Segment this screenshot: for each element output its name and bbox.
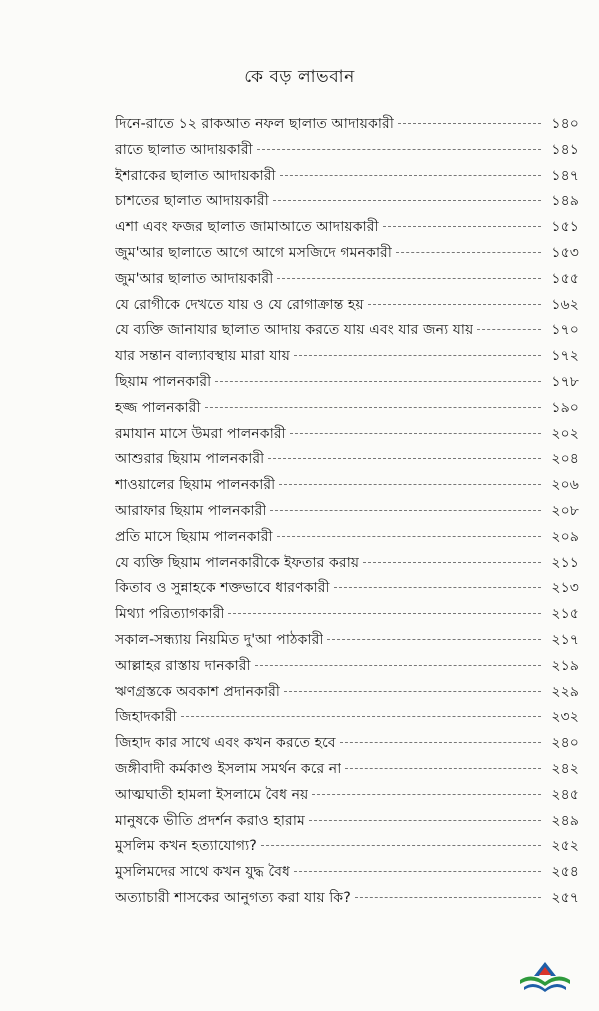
- toc-entry-page: ২২৯: [551, 683, 579, 700]
- toc-entry: [115, 215, 579, 241]
- toc-entry: [115, 757, 579, 783]
- toc-entry: [115, 241, 579, 267]
- toc-entry: [115, 576, 579, 602]
- toc-leader-dots: [277, 536, 541, 537]
- toc-leader-dots: [363, 562, 541, 563]
- toc-entry-title: ঋণগ্রস্তকে অবকাশ প্রদানকারী: [115, 683, 280, 700]
- toc-entry: [115, 525, 579, 551]
- toc-leader-dots: [277, 278, 541, 279]
- toc-entry-title: আরাফার ছিয়াম পালনকারী: [115, 502, 267, 519]
- toc-entry-page: ১৫৩: [551, 244, 579, 261]
- toc-entry-page: ১৯০: [551, 399, 579, 416]
- toc-entry-title: দিনে-রাতে ১২ রাকআত নফল ছালাত আদায়কারী: [115, 116, 394, 132]
- toc-entry: [115, 318, 579, 344]
- toc-leader-dots: [261, 845, 541, 846]
- toc-entry: [115, 138, 579, 164]
- toc-entry: [115, 680, 579, 706]
- toc-leader-dots: [181, 716, 541, 717]
- toc-entry-page: ২৪০: [551, 735, 579, 752]
- toc-list: [115, 112, 579, 912]
- toc-entry-page: ১৪৭: [551, 167, 579, 184]
- toc-leader-dots: [312, 794, 541, 795]
- toc-leader-dots: [334, 587, 541, 588]
- toc-leader-dots: [255, 665, 541, 666]
- toc-entry: [115, 705, 579, 731]
- toc-leader-dots: [294, 355, 541, 356]
- toc-leader-dots: [368, 304, 541, 305]
- toc-entry: [115, 164, 579, 190]
- toc-entry-title: চাশতের ছালাত আদায়কারী: [115, 193, 269, 210]
- toc-entry: [115, 731, 579, 757]
- toc-entry-page: ২৪৫: [551, 786, 579, 803]
- toc-entry-title: যে রোগীকে দেখতে যায় ও যে রোগাক্রান্ত হয়: [115, 296, 364, 313]
- toc-entry-page: ১৪৯: [551, 193, 579, 210]
- toc-leader-dots: [398, 123, 541, 124]
- toc-entry-page: ১৪০: [551, 116, 579, 132]
- toc-entry: [115, 628, 579, 654]
- toc-entry: [115, 860, 579, 886]
- toc-entry-page: ২১৯: [551, 657, 579, 674]
- page-title: কে বড় লাভবান: [244, 67, 355, 87]
- toc-entry: [115, 422, 579, 448]
- toc-entry-title: অত্যাচারী শাসকের আনুগত্য করা যায় কি?: [115, 889, 351, 906]
- toc-entry-page: ১৭৮: [551, 373, 579, 390]
- toc-entry-title: ইশরাকের ছালাত আদায়কারী: [115, 167, 276, 184]
- toc-entry-title: যে ব্যক্তি জানাযার ছালাত আদায় করতে যায় এবং যার জন্য যায়: [115, 322, 474, 339]
- toc-entry: [115, 551, 579, 577]
- toc-entry: [115, 654, 579, 680]
- toc-entry: [115, 809, 579, 835]
- toc-entry-title: মুসলিম কখন হত্যাযোগ্য?: [115, 838, 257, 855]
- toc-entry-title: এশা এবং ফজর ছালাত জামাআতে আদায়কারী: [115, 219, 379, 236]
- toc-leader-dots: [396, 252, 541, 253]
- toc-entry-page: ১৬২: [551, 296, 579, 313]
- toc-entry: [115, 447, 579, 473]
- toc-entry-page: ১৭২: [551, 348, 579, 365]
- toc-entry-title: প্রতি মাসে ছিয়াম পালনকারী: [115, 528, 273, 545]
- toc-leader-dots: [290, 433, 541, 434]
- toc-entry-page: ২০৬: [551, 477, 579, 494]
- toc-leader-dots: [340, 742, 541, 743]
- toc-leader-dots: [294, 871, 541, 872]
- toc-entry-page: ২৩২: [551, 709, 579, 726]
- toc-entry-title: যে ব্যক্তি ছিয়াম পালনকারীকে ইফতার করায়: [115, 554, 360, 571]
- toc-entry: [115, 293, 579, 319]
- toc-entry-title: হজ্জ পালনকারী: [115, 399, 201, 416]
- toc-leader-dots: [383, 226, 541, 227]
- toc-entry-page: ২৪৯: [551, 812, 579, 829]
- toc-leader-dots: [280, 175, 541, 176]
- toc-entry: [115, 834, 579, 860]
- toc-entry: [115, 886, 579, 912]
- toc-entry-page: ১৭০: [551, 322, 579, 339]
- toc-entry-page: ২৫৭: [551, 889, 579, 906]
- toc-leader-dots: [273, 200, 541, 201]
- toc-entry: [115, 344, 579, 370]
- toc-entry-page: ১৫৫: [551, 270, 579, 287]
- toc-entry-page: ২১৫: [551, 606, 579, 623]
- toc-entry-title: মানুষকে ভীতি প্রদর্শন করাও হারাম: [115, 812, 305, 829]
- toc-leader-dots: [279, 484, 541, 485]
- toc-entry-title: আশুরার ছিয়াম পালনকারী: [115, 451, 265, 468]
- toc-entry-title: জিহাদ কার সাথে এবং কখন করতে হবে: [115, 735, 336, 752]
- toc-leader-dots: [309, 820, 541, 821]
- toc-entry-title: রাতে ছালাত আদায়কারী: [115, 141, 253, 158]
- toc-entry-title: জঙ্গীবাদী কর্মকাণ্ড ইসলাম সমর্থন করে না: [115, 760, 342, 777]
- toc-entry-page: ১৫১: [551, 219, 579, 236]
- toc-entry-page: ২৫২: [551, 838, 579, 855]
- toc-entry-title: জুম'আর ছালাতে আগে আগে মসজিদে গমনকারী: [115, 244, 392, 261]
- toc-entry-page: ২০২: [551, 425, 579, 442]
- toc-entry-page: ২০৯: [551, 528, 579, 545]
- toc-leader-dots: [345, 768, 541, 769]
- toc-entry: [115, 267, 579, 293]
- toc-leader-dots: [327, 639, 541, 640]
- toc-entry: [115, 602, 579, 628]
- toc-leader-dots: [284, 691, 541, 692]
- toc-entry-title: শাওয়ালের ছিয়াম পালনকারী: [115, 477, 276, 494]
- toc-entry-title: কিতাব ও সুন্নাহকে শক্তভাবে ধারণকারী: [115, 580, 330, 597]
- toc-entry-title: আল্লাহর রাস্তায় দানকারী: [115, 657, 251, 674]
- toc-entry-title: রমাযান মাসে উমরা পালনকারী: [115, 425, 286, 442]
- toc-entry: [115, 473, 579, 499]
- toc-entry: [115, 370, 579, 396]
- toc-leader-dots: [477, 329, 541, 330]
- toc-leader-dots: [215, 381, 541, 382]
- toc-entry-title: সকাল-সন্ধ্যায় নিয়মিত দু'আ পাঠকারী: [115, 631, 324, 648]
- toc-entry-title: আত্মঘাতী হামলা ইসলামে বৈধ নয়: [115, 786, 309, 803]
- toc-entry: [115, 396, 579, 422]
- toc-leader-dots: [270, 510, 541, 511]
- publisher-logo-icon: [518, 958, 572, 994]
- toc-entry-page: ২১৩: [551, 580, 579, 597]
- toc-leader-dots: [355, 897, 541, 898]
- toc-entry: [115, 499, 579, 525]
- toc-leader-dots: [205, 407, 541, 408]
- toc-entry-page: ২৪২: [551, 760, 579, 777]
- toc-leader-dots: [228, 613, 541, 614]
- toc-entry-page: ২০৮: [551, 502, 579, 519]
- toc-entry-page: ২০৪: [551, 451, 579, 468]
- toc-entry-title: যার সন্তান বাল্যাবস্থায় মারা যায়: [115, 348, 290, 365]
- toc-entry: [115, 112, 579, 138]
- toc-entry-title: মিথ্যা পরিত্যাগকারী: [115, 606, 225, 623]
- toc-entry-title: ছিয়াম পালনকারী: [115, 373, 212, 390]
- toc-entry-title: মুসলিমদের সাথে কখন যুদ্ধ বৈধ: [115, 864, 291, 881]
- toc-leader-dots: [268, 458, 541, 459]
- toc-entry-page: ২১৭: [551, 631, 579, 648]
- toc-entry-title: জুম'আর ছালাত আদায়কারী: [115, 270, 274, 287]
- toc-entry: [115, 189, 579, 215]
- toc-entry-page: ২১১: [551, 554, 579, 571]
- toc-entry: [115, 783, 579, 809]
- toc-entry-page: ২৫৪: [551, 864, 579, 881]
- toc-entry-page: ১৪১: [551, 141, 579, 158]
- toc-entry-title: জিহাদকারী: [115, 709, 177, 726]
- toc-leader-dots: [257, 149, 541, 150]
